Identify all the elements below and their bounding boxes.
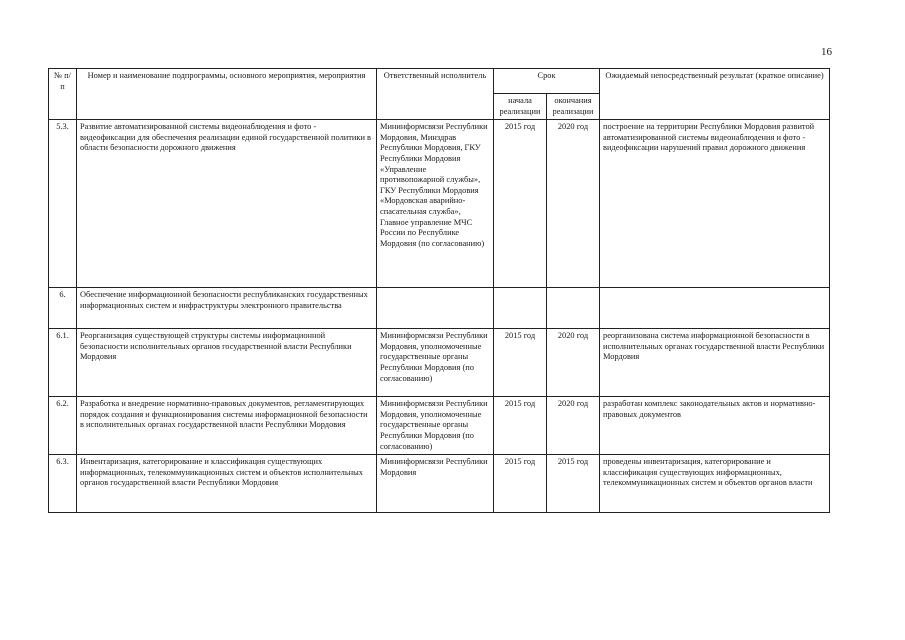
row-executor: Мининформсвязи Республики Мордовия, уполномоченные государственные органы Республики Мордовия (по согласованию) [377,397,494,455]
row-num: 6.2. [49,397,77,455]
row-end: 2020 год [547,329,600,397]
row-end: 2015 год [547,455,600,513]
row-num: 5.3. [49,120,77,288]
table-header-row [49,69,830,94]
row-result [600,288,830,329]
row-start: 2015 год [494,397,547,455]
header-term: Срок [494,69,600,94]
row-end: 2020 год [547,120,600,288]
row-num: 6. [49,288,77,329]
row-name: Обеспечение информационной безопасности республиканских государственных информационных систем и инфраструктуры электронного правительства [77,288,377,329]
row-name: Разработка и внедрение нормативно-правовых документов, регламентирующих порядок создания и функционирования системы информационной безопасности в исполнительных органах государственной власти Республики Мордовия [77,397,377,455]
header-name: Номер и наименование подпрограммы, основного мероприятия, мероприятия [77,69,377,120]
table-row [49,288,830,329]
header-result: Ожидаемый непосредственный результат (краткое описание) [600,69,830,120]
row-num: 6.1. [49,329,77,397]
table-row [49,455,830,513]
row-start: 2015 год [494,329,547,397]
row-result: разработан комплекс законодательных актов и нормативно-правовых документов [600,397,830,455]
header-num: № п/п [49,69,77,120]
row-num: 6.3. [49,455,77,513]
row-name: Реорганизация существующей структуры системы информационной безопасности исполнительных органов государственной власти Республики Мордовия [77,329,377,397]
row-start: 2015 год [494,120,547,288]
row-result: построение на территории Республики Мордовия развитой автоматизированной системы видеонаблюдения и фото - видеофиксации нарушений правил дорожного движения [600,120,830,288]
program-measures-table [48,68,830,513]
header-start: начала реализации [494,94,547,120]
page-number: 16 [821,46,832,58]
row-executor: Мининформсвязи Республики Мордовия, Минздрав Республики Мордовия, ГКУ Республики Мордовия «Управление противопожарной службы», ГКУ Республики Мордовия «Мордовская аварийно-спасательная служба», Главное управление МЧС России по Республике Мордовия (по согласованию) [377,120,494,288]
row-name: Инвентаризация, категорирование и классификация существующих информационных, телекоммуникационных систем и объектов исполнительных органов государственной власти Республики Мордовия [77,455,377,513]
table-row [49,329,830,397]
table-row [49,120,830,288]
row-executor [377,288,494,329]
row-name: Развитие автоматизированной системы видеонаблюдения и фото - видеофиксации для обеспечения реализации единой государственной политики в области безопасности дорожного движения [77,120,377,288]
table-row [49,397,830,455]
row-start: 2015 год [494,455,547,513]
row-executor: Мининформсвязи Республики Мордовия, уполномоченные государственные органы Республики Мордовия (по согласованию) [377,329,494,397]
row-end [547,288,600,329]
header-executor: Ответственный исполнитель [377,69,494,120]
row-end: 2020 год [547,397,600,455]
row-executor: Мининформсвязи Республики Мордовия [377,455,494,513]
row-result: реорганизована система информационной безопасности в исполнительных органах государственной власти Республики Мордовия [600,329,830,397]
row-start [494,288,547,329]
header-end: окончания реализации [547,94,600,120]
row-result: проведены инвентаризация, категорирование и классификация существующих информационных, телекоммуникационных систем и объектов органов власти [600,455,830,513]
